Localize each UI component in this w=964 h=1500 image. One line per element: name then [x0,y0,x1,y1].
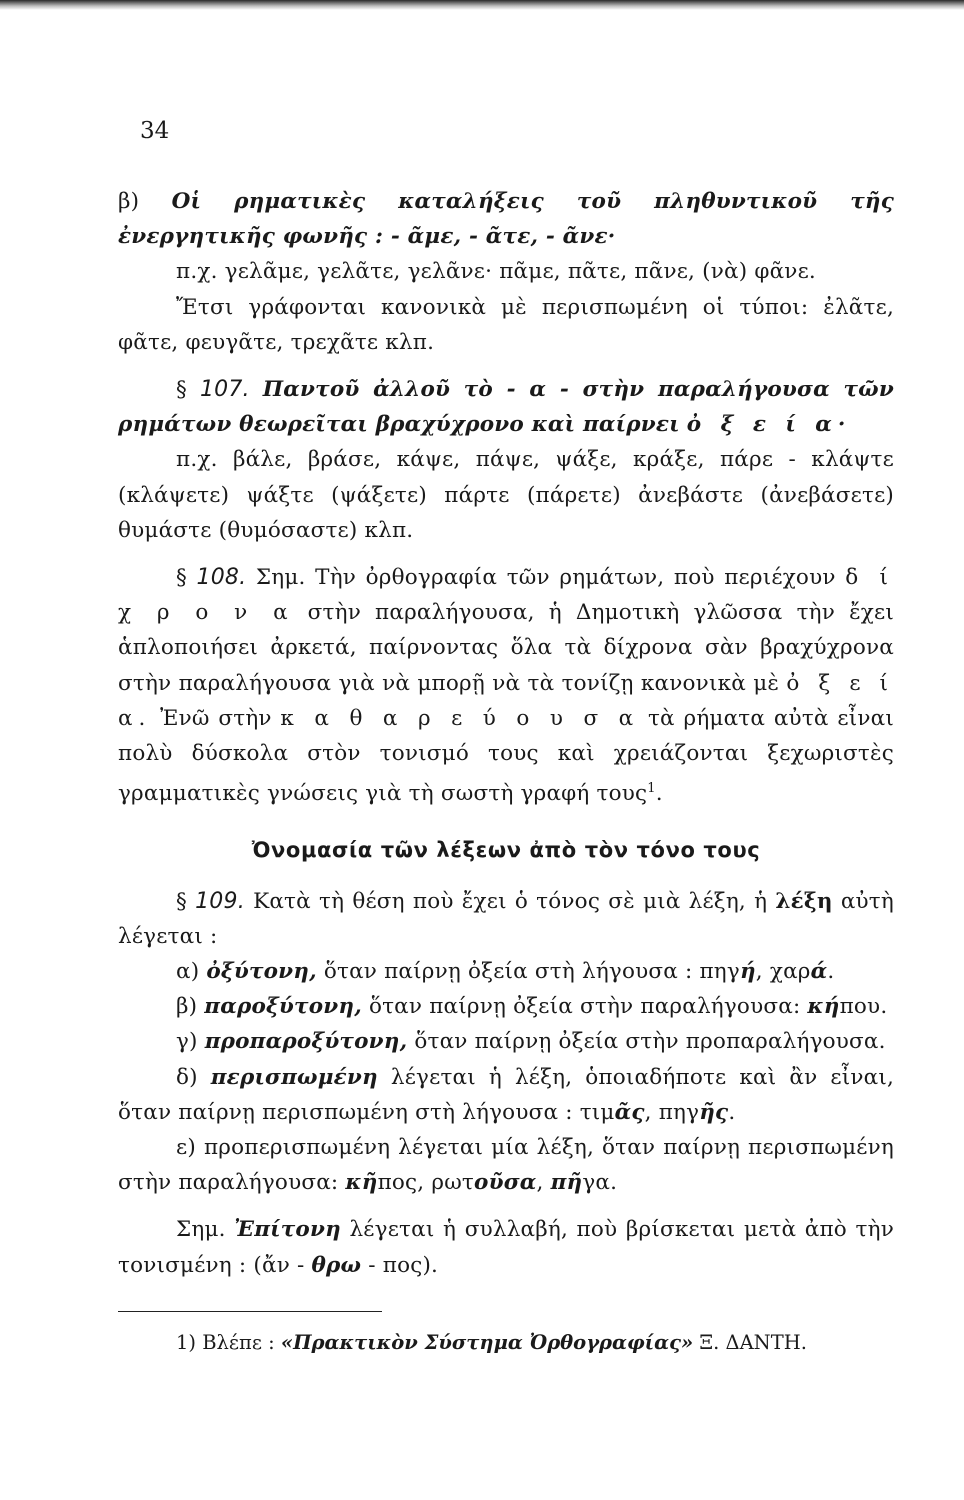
item-label: γ) [176,1029,198,1055]
section-108-text-5: . [655,781,663,807]
spacer [118,360,894,372]
section-109 [118,884,894,954]
item-term: ὀξύτονη, [206,959,317,985]
item-text: ὅταν παίρνῃ ὀξεία στὴ λήγουσα : πηγ [323,959,740,985]
section-108-spaced-1: δ ί χ ρ ο ν α [118,565,894,626]
section-107-oxeia: ὀ ξ ε ί α· [686,412,852,438]
section-109-number: 109. [195,888,245,914]
section-sign: § [176,888,187,914]
note-epitoni [118,1212,894,1282]
footnote-reference: 1 [647,781,656,797]
item-example-1-rest: πος, ρωτ [377,1170,475,1196]
item-label: ε) [176,1135,196,1161]
item-text: προπερισπωμένη λέγεται μία λέξη, ὅταν παίρνῃ περισπωμένη στὴν παραλήγουσα: [118,1135,894,1196]
footnote-text: 1) Βλέπε : [176,1330,281,1354]
section-109-bold-word: λέξη [775,888,833,914]
note-text: λέγεται ἡ συλλαβή, ποὺ βρίσκεται μετὰ ἀπὸ τὴν τονισμένη : (ἄν - [118,1217,894,1278]
section-108-spaced-3: κ α θ α ρ ε ύ ο υ σ α [280,705,640,731]
note-example: θρω [311,1252,362,1278]
item-example-2: ῆς [699,1099,729,1125]
list-item [118,1130,894,1200]
item-example-1: κῆ [345,1170,378,1196]
section-108 [118,560,894,812]
note-text-end: - πος). [361,1252,439,1278]
item-example-sep: , χαρ [755,959,811,985]
list-item [118,989,894,1024]
section-beta-title [118,184,894,254]
section-108-text-1: Σημ. Τὴν ὀρθογραφία τῶν ρημάτων, ποὺ περιέχουν [255,565,836,591]
section-109-text-2: αὐτὴ λέγεται : [118,888,894,949]
item-text: ὅταν παίρνῃ ὀξεία στὴν παραλήγουσα: [368,994,808,1020]
item-example-1: κή [807,994,840,1020]
item-term: προπαροξύτονη, [204,1029,408,1055]
beta-label: β) [118,189,140,214]
book-page [118,118,894,1358]
section-sign: § [176,377,187,403]
section-108-spaced-2: ὀ ξ ε ί α. [118,670,894,731]
item-example-3: πῆ [550,1170,583,1196]
item-text: ὅταν παίρνῃ ὀξεία στὴν προπαραλήγουσα. [414,1029,886,1055]
item-end: που. [839,994,888,1020]
section-108-number: 108. [196,565,247,591]
note-term: Ἐπίτονη [234,1217,341,1243]
item-example-1: ή [739,959,756,985]
section-107-number: 107. [199,377,250,403]
item-term: παροξύτονη, [204,994,362,1020]
footnote [176,1328,894,1358]
section-107-title [118,372,894,442]
section-108-text-4: τὰ ρήματα αὐτὰ εἶναι πολὺ δύσκολα στὸν τονισμό τους καὶ χρειάζονται ξεχωριστὲς γραμματικὲς γνώσεις γιὰ τὴ σωστὴ γραφή τους [118,705,894,807]
spacer [118,1200,894,1212]
accent-types-list [118,954,894,1200]
item-example-2-rest: , [536,1170,551,1196]
item-end: . [827,959,835,985]
section-108-text-3: Ἐνῶ στὴν [160,705,272,731]
scan-top-edge [0,0,964,10]
list-item [118,1024,894,1059]
list-item [118,1060,894,1130]
footnote-author: Ξ. ΔΑΝΤΗ. [693,1330,807,1354]
section-heading: Ὀνομασία τῶν λέξεων ἀπὸ τὸν τόνο τους [251,837,761,862]
item-term: περισπωμένη [210,1064,378,1090]
item-label: β) [176,994,198,1020]
item-example-3-rest: γα. [582,1170,618,1196]
footnote-book-title: «Πρακτικὸν Σύστημα Ὀρθογραφίας» [280,1330,694,1354]
section-107-title-text: Παντοῦ ἀλλοῦ τὸ - α - στὴν παραλήγουσα τῶν ρημάτων θεωρεῖται βραχύχρονο καὶ παίρνει [118,377,894,438]
footnote-divider [118,1311,382,1312]
item-example-1: ᾶς [614,1099,645,1125]
item-end: . [728,1099,736,1125]
item-label: δ) [176,1064,198,1090]
section-107-body: π.χ. βάλε, βράσε, κάψε, πάψε, ψάξε, κράξε, πάρε - κλάψτε (κλάψετε) ψάξτε (ψάξετε) πάρτε (πάρετε) ἀνεβάστε (ἀνεβάσετε) θυμάστε (θυμόσαστε) κλπ. [118,447,894,543]
note-label: Σημ. [176,1217,226,1243]
item-example-2: οῦσα [474,1170,537,1196]
spacer [118,548,894,560]
beta-examples: π.χ. γελᾶμε, γελᾶτε, γελᾶνε· πᾶμε, πᾶτε, πᾶνε, (νὰ) φᾶνε. [176,259,816,285]
page-number: 34 [140,118,170,144]
section-108-text-2: στὴν παραλήγουσα, ἡ Δημοτικὴ γλῶσσα τὴν ἔχει ἁπλοποιήσει ἀρκετά, παίρνοντας ὅλα τὰ δίχρονα σὰν βραχύχρονα στὴν παραλήγουσα γιὰ νὰ μπορῇ νὰ τὰ τονίζῃ κανονικὰ μὲ [118,600,894,696]
beta-note: Ἔτσι γράφονται κανονικὰ μὲ περισπωμένη οἱ τύποι: ἐλᾶτε, φᾶτε, φευγᾶτε, τρεχᾶτε κλπ. [118,294,894,355]
list-item [118,954,894,989]
item-example-sep: , πηγ [644,1099,700,1125]
section-sign: § [176,565,187,591]
beta-title-text: Οἱ ρηματικὲς καταλήξεις τοῦ πληθυντικοῦ τῆς ἐνεργητικῆς φωνῆς : - ᾶμε, - ᾶτε, - ᾶνε· [118,189,894,250]
item-text: λέγεται ἡ λέξη, ὁποιαδήποτε καὶ ἂν εἶναι, ὅταν παίρνῃ περισπωμένη στὴ λήγουσα : τιμ [118,1064,894,1125]
item-label: α) [176,959,200,985]
section-109-text-1: Κατὰ τὴ θέση ποὺ ἔχει ὁ τόνος σὲ μιὰ λέξη, ἡ [253,888,768,914]
item-example-2: ά [810,959,828,985]
